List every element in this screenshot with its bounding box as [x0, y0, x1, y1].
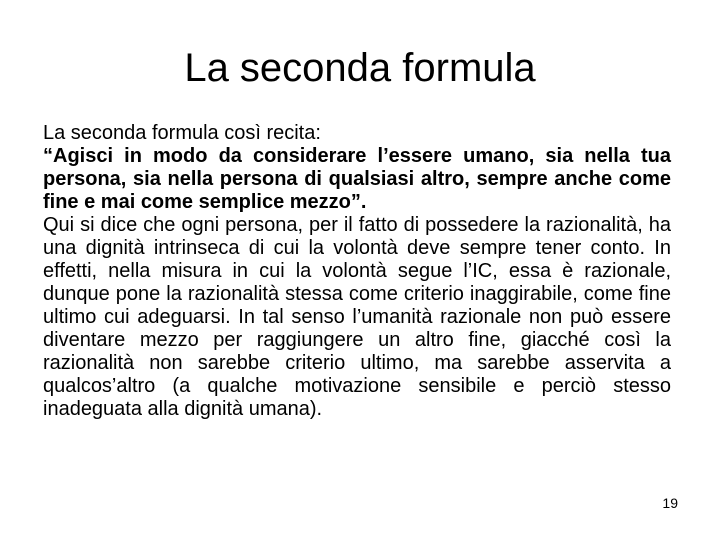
page-number: 19	[662, 495, 678, 511]
intro-line: La seconda formula così recita:	[43, 122, 321, 144]
explanation-paragraph: Qui si dice che ogni persona, per il fatto di possedere la razionalità, ha una dignità intrinseca di cui la volontà deve sempre tener conto. In effetti, nella misura in cui la volontà segue l’IC, essa è razionale, dunque pone la razionalità stessa come criterio inaggirabile, come fine ultimo cui adeguarsi. In tal senso l’umanità razionale non può essere diventare mezzo per raggiungere un altro fine, giacché così la razionalità non sarebbe criterio ultimo, ma sarebbe asservita a qualcos’altro (a qualche motivazione sensibile e perciò stesso inadeguata alla dignità umana).	[43, 214, 671, 420]
formula-quote: “Agisci in modo da considerare l’essere umano, sia nella tua persona, sia nella persona di qualsiasi altro, sempre anche come fine e mai come semplice mezzo”.	[43, 145, 671, 213]
slide-body	[43, 122, 671, 421]
slide-title: La seconda formula	[184, 46, 536, 90]
